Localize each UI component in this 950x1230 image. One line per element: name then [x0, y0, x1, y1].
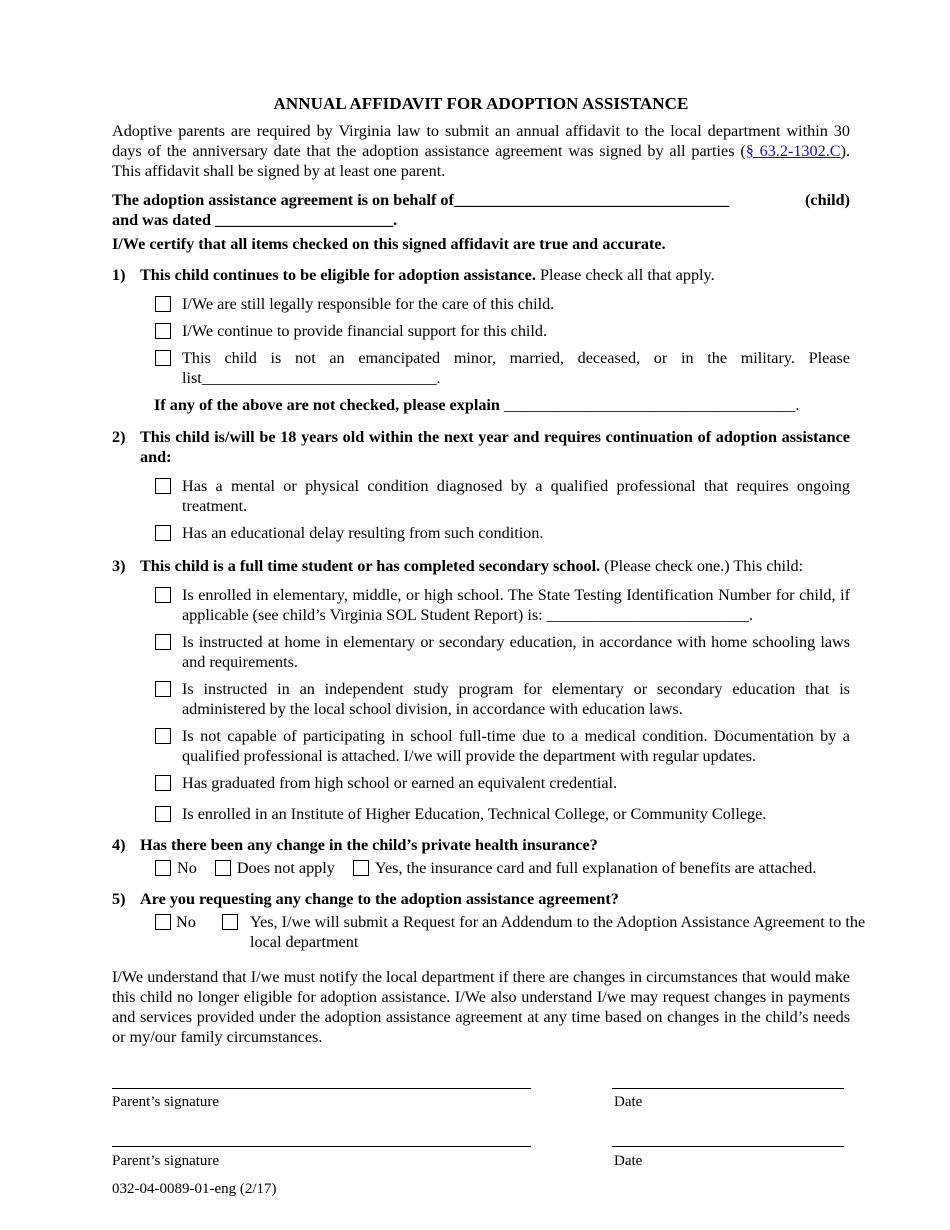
item-label: I/We continue to provide financial support for this child.	[182, 322, 548, 340]
option-label: No	[177, 859, 197, 877]
statute-link[interactable]: § 63.2-1302.C	[745, 142, 841, 160]
checkbox[interactable]	[353, 860, 369, 876]
option-label: Does not apply	[236, 859, 335, 877]
form-number-footer: 032-04-0089-01-eng (2/17)	[112, 1181, 277, 1197]
checkbox[interactable]	[155, 728, 171, 744]
q1-item-legal	[112, 294, 850, 314]
question-2-heading: This child is/will be 18 years old within the next year and requires continuation of adoption assistance and:	[140, 428, 850, 466]
item-label: Has graduated from high school or earned an equivalent credential.	[182, 774, 618, 792]
question-2	[112, 427, 850, 467]
option-label: No	[176, 913, 196, 931]
child-name-field[interactable]: __________________________________	[453, 191, 730, 209]
q4-option-not-apply[interactable]	[215, 859, 335, 877]
checkbox[interactable]	[155, 350, 171, 366]
q2-item-delay	[112, 523, 850, 543]
checkbox[interactable]	[155, 478, 171, 494]
checkbox[interactable]	[155, 587, 171, 603]
q4-option-yes[interactable]	[353, 859, 817, 877]
q5-options	[112, 912, 866, 952]
affidavit-form	[112, 94, 866, 1047]
question-number: 2)	[112, 428, 126, 446]
item-label: Is enrolled in an Institute of Higher Education, Technical College, or Community College.	[182, 805, 767, 823]
parent-signature-label-1: Parent’s signature	[112, 1094, 220, 1110]
date-label-1: Date	[614, 1094, 643, 1110]
page-title: ANNUAL AFFIDAVIT FOR ADOPTION ASSISTANCE	[273, 94, 689, 113]
q1-item-financial	[112, 321, 850, 341]
parent-signature-label-2: Parent’s signature	[112, 1153, 220, 1169]
question-1-heading: This child continues to be eligible for adoption assistance.	[140, 266, 536, 284]
question-4-heading: Has there been any change in the child’s private health insurance?	[140, 836, 598, 854]
q1-item-status	[112, 348, 850, 388]
question-1	[112, 265, 850, 285]
checkbox[interactable]	[155, 775, 171, 791]
checkbox[interactable]	[155, 914, 171, 930]
q2-item-condition	[112, 476, 850, 516]
q4-options	[112, 858, 850, 878]
question-4	[112, 835, 850, 855]
explain-end: .	[795, 396, 800, 414]
question-number: 4)	[112, 836, 126, 854]
q1-explain	[112, 395, 850, 415]
behalf-statement	[112, 190, 850, 230]
checkbox[interactable]	[155, 296, 171, 312]
agreement-date-field[interactable]: ______________________	[215, 211, 394, 229]
item-label: Has an educational delay resulting from such condition.	[182, 524, 544, 542]
q3-item-home	[112, 632, 850, 672]
item-label: Is instructed at home in elementary or secondary education, in accordance with home schooling laws and requirements.	[182, 633, 850, 671]
q3-item-medical	[112, 726, 850, 766]
question-number: 1)	[112, 266, 126, 284]
checkbox[interactable]	[155, 681, 171, 697]
checkbox[interactable]	[155, 525, 171, 541]
item-label: I/We are still legally responsible for the care of this child.	[182, 295, 555, 313]
dated-text: and was dated	[112, 211, 211, 229]
question-number: 3)	[112, 557, 126, 575]
item-label: Is instructed in an independent study program for elementary or secondary education that is administered by the local school division, in accordance with education laws.	[182, 680, 850, 718]
question-3	[112, 556, 850, 576]
item-label: Is not capable of participating in school full-time due to a medical condition. Documentation by a qualified professional is attached. I/we will provide the department with regular updates.	[182, 727, 850, 765]
q3-item-graduated	[112, 773, 850, 793]
checkbox[interactable]	[155, 806, 171, 822]
question-3-heading: This child is a full time student or has completed secondary school.	[140, 557, 601, 575]
item-label: Has a mental or physical condition diagnosed by a qualified professional that requires ongoing treatment.	[182, 477, 850, 515]
explain-field[interactable]: ____________________________________	[499, 396, 796, 414]
intro-text: Adoptive parents are required by Virginia law to submit an annual affidavit to the local department within 30 days of the anniversary date that the adoption assistance agreement was signed by all parties (	[112, 122, 850, 160]
q3-item-independent	[112, 679, 850, 719]
checkbox[interactable]	[222, 914, 238, 930]
question-3-instruction: (Please check one.) This child:	[600, 557, 804, 575]
question-1-instruction: Please check all that apply.	[535, 266, 715, 284]
checkbox[interactable]	[155, 860, 171, 876]
question-5	[112, 889, 850, 909]
date-label-2: Date	[614, 1153, 643, 1169]
certify-statement: I/We certify that all items checked on this signed affidavit are true and accurate.	[112, 235, 666, 253]
checkbox[interactable]	[215, 860, 231, 876]
question-number: 5)	[112, 890, 126, 908]
dated-end: .	[393, 211, 398, 229]
parent-signature-line-2[interactable]	[112, 1146, 531, 1147]
child-label: (child)	[805, 191, 850, 209]
item-label: This child is not an emancipated minor, married, deceased, or in the military. Please list_____________________________.	[182, 349, 850, 387]
checkbox[interactable]	[155, 323, 171, 339]
intro-text-end: ). This affidavit shall be signed by at least one parent.	[112, 142, 850, 180]
parent-signature-line-1[interactable]	[112, 1088, 531, 1089]
option-label: Yes, I/we will submit a Request for an Addendum to the Adoption Assistance Agreement to the local department	[250, 913, 866, 951]
question-5-heading: Are you requesting any change to the adoption assistance agreement?	[140, 890, 619, 908]
option-label: Yes, the insurance card and full explanation of benefits are attached.	[374, 859, 817, 877]
date-line-1[interactable]	[612, 1088, 844, 1089]
q5-option-yes[interactable]	[250, 912, 880, 952]
q3-item-higher-ed	[112, 804, 850, 824]
q4-option-no[interactable]	[155, 859, 197, 877]
closing-paragraph: I/We understand that I/we must notify the local department if there are changes in circumstances that would make this child no longer eligible for adoption assistance. I/We also understand I/we may request changes in payments and services provided under the adoption assistance agreement at any time based on changes in the child’s needs or my/our family circumstances.	[112, 968, 850, 1046]
item-label: Is enrolled in elementary, middle, or high school. The State Testing Identification Number for child, if applicable (see child’s Virginia SOL Student Report) is: _________________________.	[182, 586, 850, 624]
q3-item-enrolled	[112, 585, 850, 625]
q5-option-no[interactable]	[155, 913, 196, 931]
checkbox[interactable]	[155, 634, 171, 650]
date-line-2[interactable]	[612, 1146, 844, 1147]
explain-label: If any of the above are not checked, please explain	[154, 396, 500, 414]
intro-paragraph	[112, 121, 850, 181]
behalf-text: The adoption assistance agreement is on behalf of	[112, 191, 454, 209]
